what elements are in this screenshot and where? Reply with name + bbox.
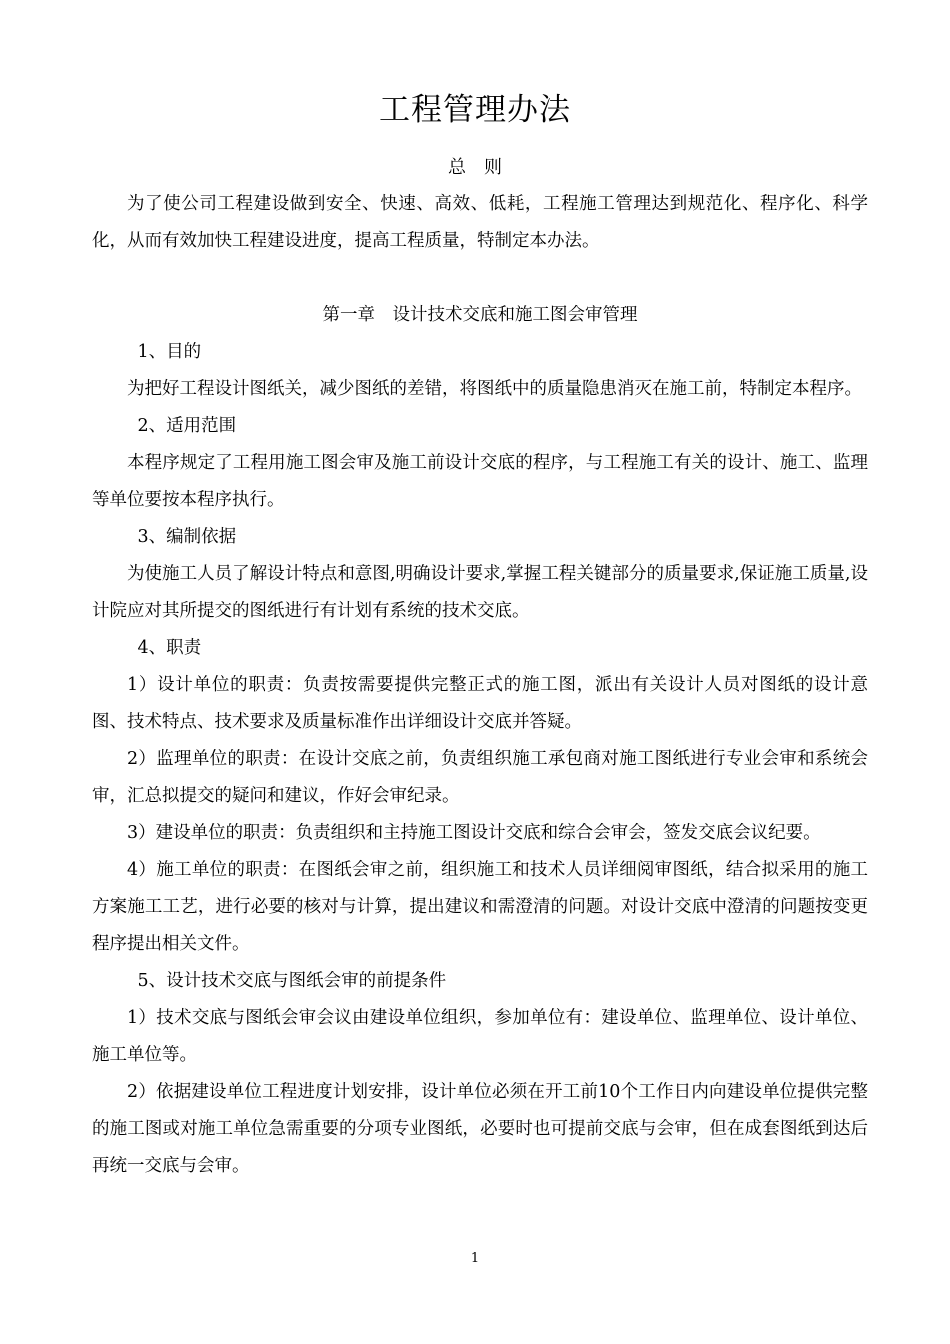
document-title: 工程管理办法 (379, 92, 571, 128)
section-paragraph: 为使施工人员了解设计特点和意图,明确设计要求,掌握工程关键部分的质量要求,保证施工质量,设计院应对其所提交的图纸进行有计划有系统的技术交底。 (92, 564, 868, 621)
general-provisions-heading: 总 则 (448, 157, 502, 178)
document-body (92, 186, 868, 1185)
section-paragraph: 2）监理单位的职责：在设计交底之前，负责组织施工承包商对施工图纸进行专业会审和系统会审，汇总拟提交的疑问和建议，作好会审纪录。 (92, 749, 868, 806)
section-heading: 1、目的 (137, 342, 202, 362)
page-number: 1 (470, 1251, 480, 1266)
section-heading: 3、编制依据 (137, 527, 237, 547)
section-paragraph: 1）技术交底与图纸会审会议由建设单位组织，参加单位有：建设单位、监理单位、设计单位、施工单位等。 (92, 1008, 868, 1065)
section-paragraph: 3）建设单位的职责：负责组织和主持施工图设计交底和综合会审会，签发交底会议纪要。 (127, 823, 821, 843)
section-paragraph: 1）设计单位的职责：负责按需要提供完整正式的施工图，派出有关设计人员对图纸的设计意图、技术特点、技术要求及质量标准作出详细设计交底并答疑。 (92, 675, 868, 732)
section-paragraph: 4）施工单位的职责：在图纸会审之前，组织施工和技术人员详细阅审图纸，结合拟采用的施工方案施工工艺，进行必要的核对与计算，提出建议和需澄清的问题。对设计交底中澄清的问题按变更程序提出相关文件。 (92, 860, 868, 954)
section-heading: 2、适用范围 (137, 416, 237, 436)
intro-paragraph: 为了使公司工程建设做到安全、快速、高效、低耗，工程施工管理达到规范化、程序化、科学化，从而有效加快工程建设进度，提高工程质量，特制定本办法。 (92, 194, 868, 251)
section-paragraph: 2）依据建设单位工程进度计划安排，设计单位必须在开工前10个工作日内向建设单位提供完整的施工图或对施工单位急需重要的分项专业图纸，必要时也可提前交底与会审，但在成套图纸到达后再统一交底与会审。 (92, 1082, 868, 1176)
section-paragraph: 为把好工程设计图纸关，减少图纸的差错，将图纸中的质量隐患消灭在施工前，特制定本程序。 (127, 379, 862, 399)
section-paragraph: 本程序规定了工程用施工图会审及施工前设计交底的程序，与工程施工有关的设计、施工、监理等单位要按本程序执行。 (92, 453, 868, 510)
section-heading: 5、设计技术交底与图纸会审的前提条件 (137, 971, 447, 991)
section-heading: 4、职责 (137, 638, 202, 658)
chapter-title: 第一章 设计技术交底和施工图会审管理 (322, 305, 638, 325)
